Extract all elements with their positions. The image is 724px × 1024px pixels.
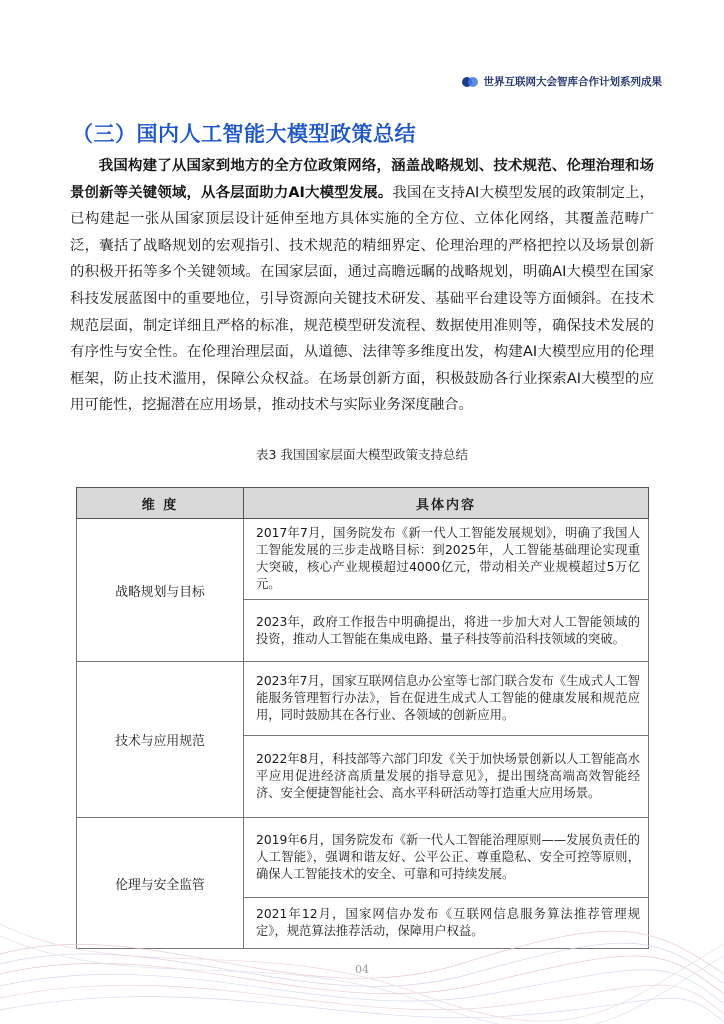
table-row (77, 519, 649, 600)
paragraph-lead: 我国构建了从国家到地方的全方位政策网络，涵盖战略规划、技术规范、伦理治理和场景创新等关键领域，从各层面助力AI大模型发展。 (70, 158, 654, 201)
content-cell: 2019年6月，国务院发布《新一代人工智能治理原则——发展负责任的人工智能》，强调和谐友好、公平公正、尊重隐私、安全可控等原则，确保人工智能技术的安全、可靠和可持续发展。 (244, 818, 649, 898)
header-content: 具体内容 (244, 488, 649, 519)
dimension-cell: 技术与应用规范 (77, 662, 244, 818)
body-paragraph (70, 153, 654, 419)
page-number: 04 (355, 963, 369, 976)
content-cell: 2023年，政府工作报告中明确提出，将进一步加大对人工智能领域的投资，推动人工智能在集成电路、量子科技等前沿科技领域的突破。 (244, 600, 649, 662)
header-dimension: 维 度 (77, 488, 244, 519)
section-title: （三）国内人工智能大模型政策总结 (72, 122, 416, 146)
table-header-row (77, 488, 649, 519)
decorative-swirl-lines (0, 894, 724, 1024)
dimension-cell: 战略规划与目标 (77, 519, 244, 662)
content-cell: 2022年8月，科技部等六部门印发《关于加快场景创新以人工智能高水平应用促进经济高质量发展的指导意见》，提出围绕高端高效智能经济、安全便捷智能社会、高水平科研活动等打造重大应用场景。 (244, 736, 649, 818)
content-cell: 2021年12月，国家网信办发布《互联网信息服务算法推荐管理规定》，规范算法推荐活动，保障用户权益。 (244, 898, 649, 949)
dimension-cell: 伦理与安全监管 (77, 818, 244, 949)
content-cell: 2017年7月，国务院发布《新一代人工智能发展规划》，明确了我国人工智能发展的三步走战略目标：到2025年，人工智能基础理论实现重大突破，核心产业规模超过4000亿元，带动相关产业规模超过5万亿元。 (244, 519, 649, 600)
wic-logo-icon (462, 77, 478, 87)
table-row (77, 818, 649, 898)
series-header (462, 74, 663, 89)
policy-table (76, 487, 649, 949)
content-cell: 2023年7月，国家互联网信息办公室等七部门联合发布《生成式人工智能服务管理暂行办法》，旨在促进生成式人工智能的健康发展和规范应用，同时鼓励其在各行业、各领域的创新应用。 (244, 662, 649, 736)
series-title: 世界互联网大会智库合作计划系列成果 (483, 76, 662, 88)
table-caption: 表3 我国国家层面大模型政策支持总结 (256, 447, 468, 462)
paragraph-text: 我国在支持AI大模型发展的政策制定上，已构建起一张从国家顶层设计延伸至地方具体实施的全方位、立体化网络，其覆盖范畴广泛，囊括了战略规划的宏观指引、技术规范的精细界定、伦理治理的严格把控以及场景创新的积极开拓等多个关键领域。在国家层面，通过高瞻远瞩的战略规划，明确AI大模型在国家科技发展蓝图中的重要地位，引导资源向关键技术研发、基础平台建设等方面倾斜。在技术规范层面，制定详细且严格的标准，规范模型研发流程、数据使用准则等，确保技术发展的有序性与安全性。在伦理治理层面，从道德、法律等多维度出发，构建AI大模型应用的伦理框架，防止技术滥用，保障公众权益。在场景创新方面，积极鼓励各行业探索AI大模型的应用可能性，挖掘潜在应用场景，推动技术与实际业务深度融合。 (70, 184, 654, 414)
table-row (77, 662, 649, 736)
